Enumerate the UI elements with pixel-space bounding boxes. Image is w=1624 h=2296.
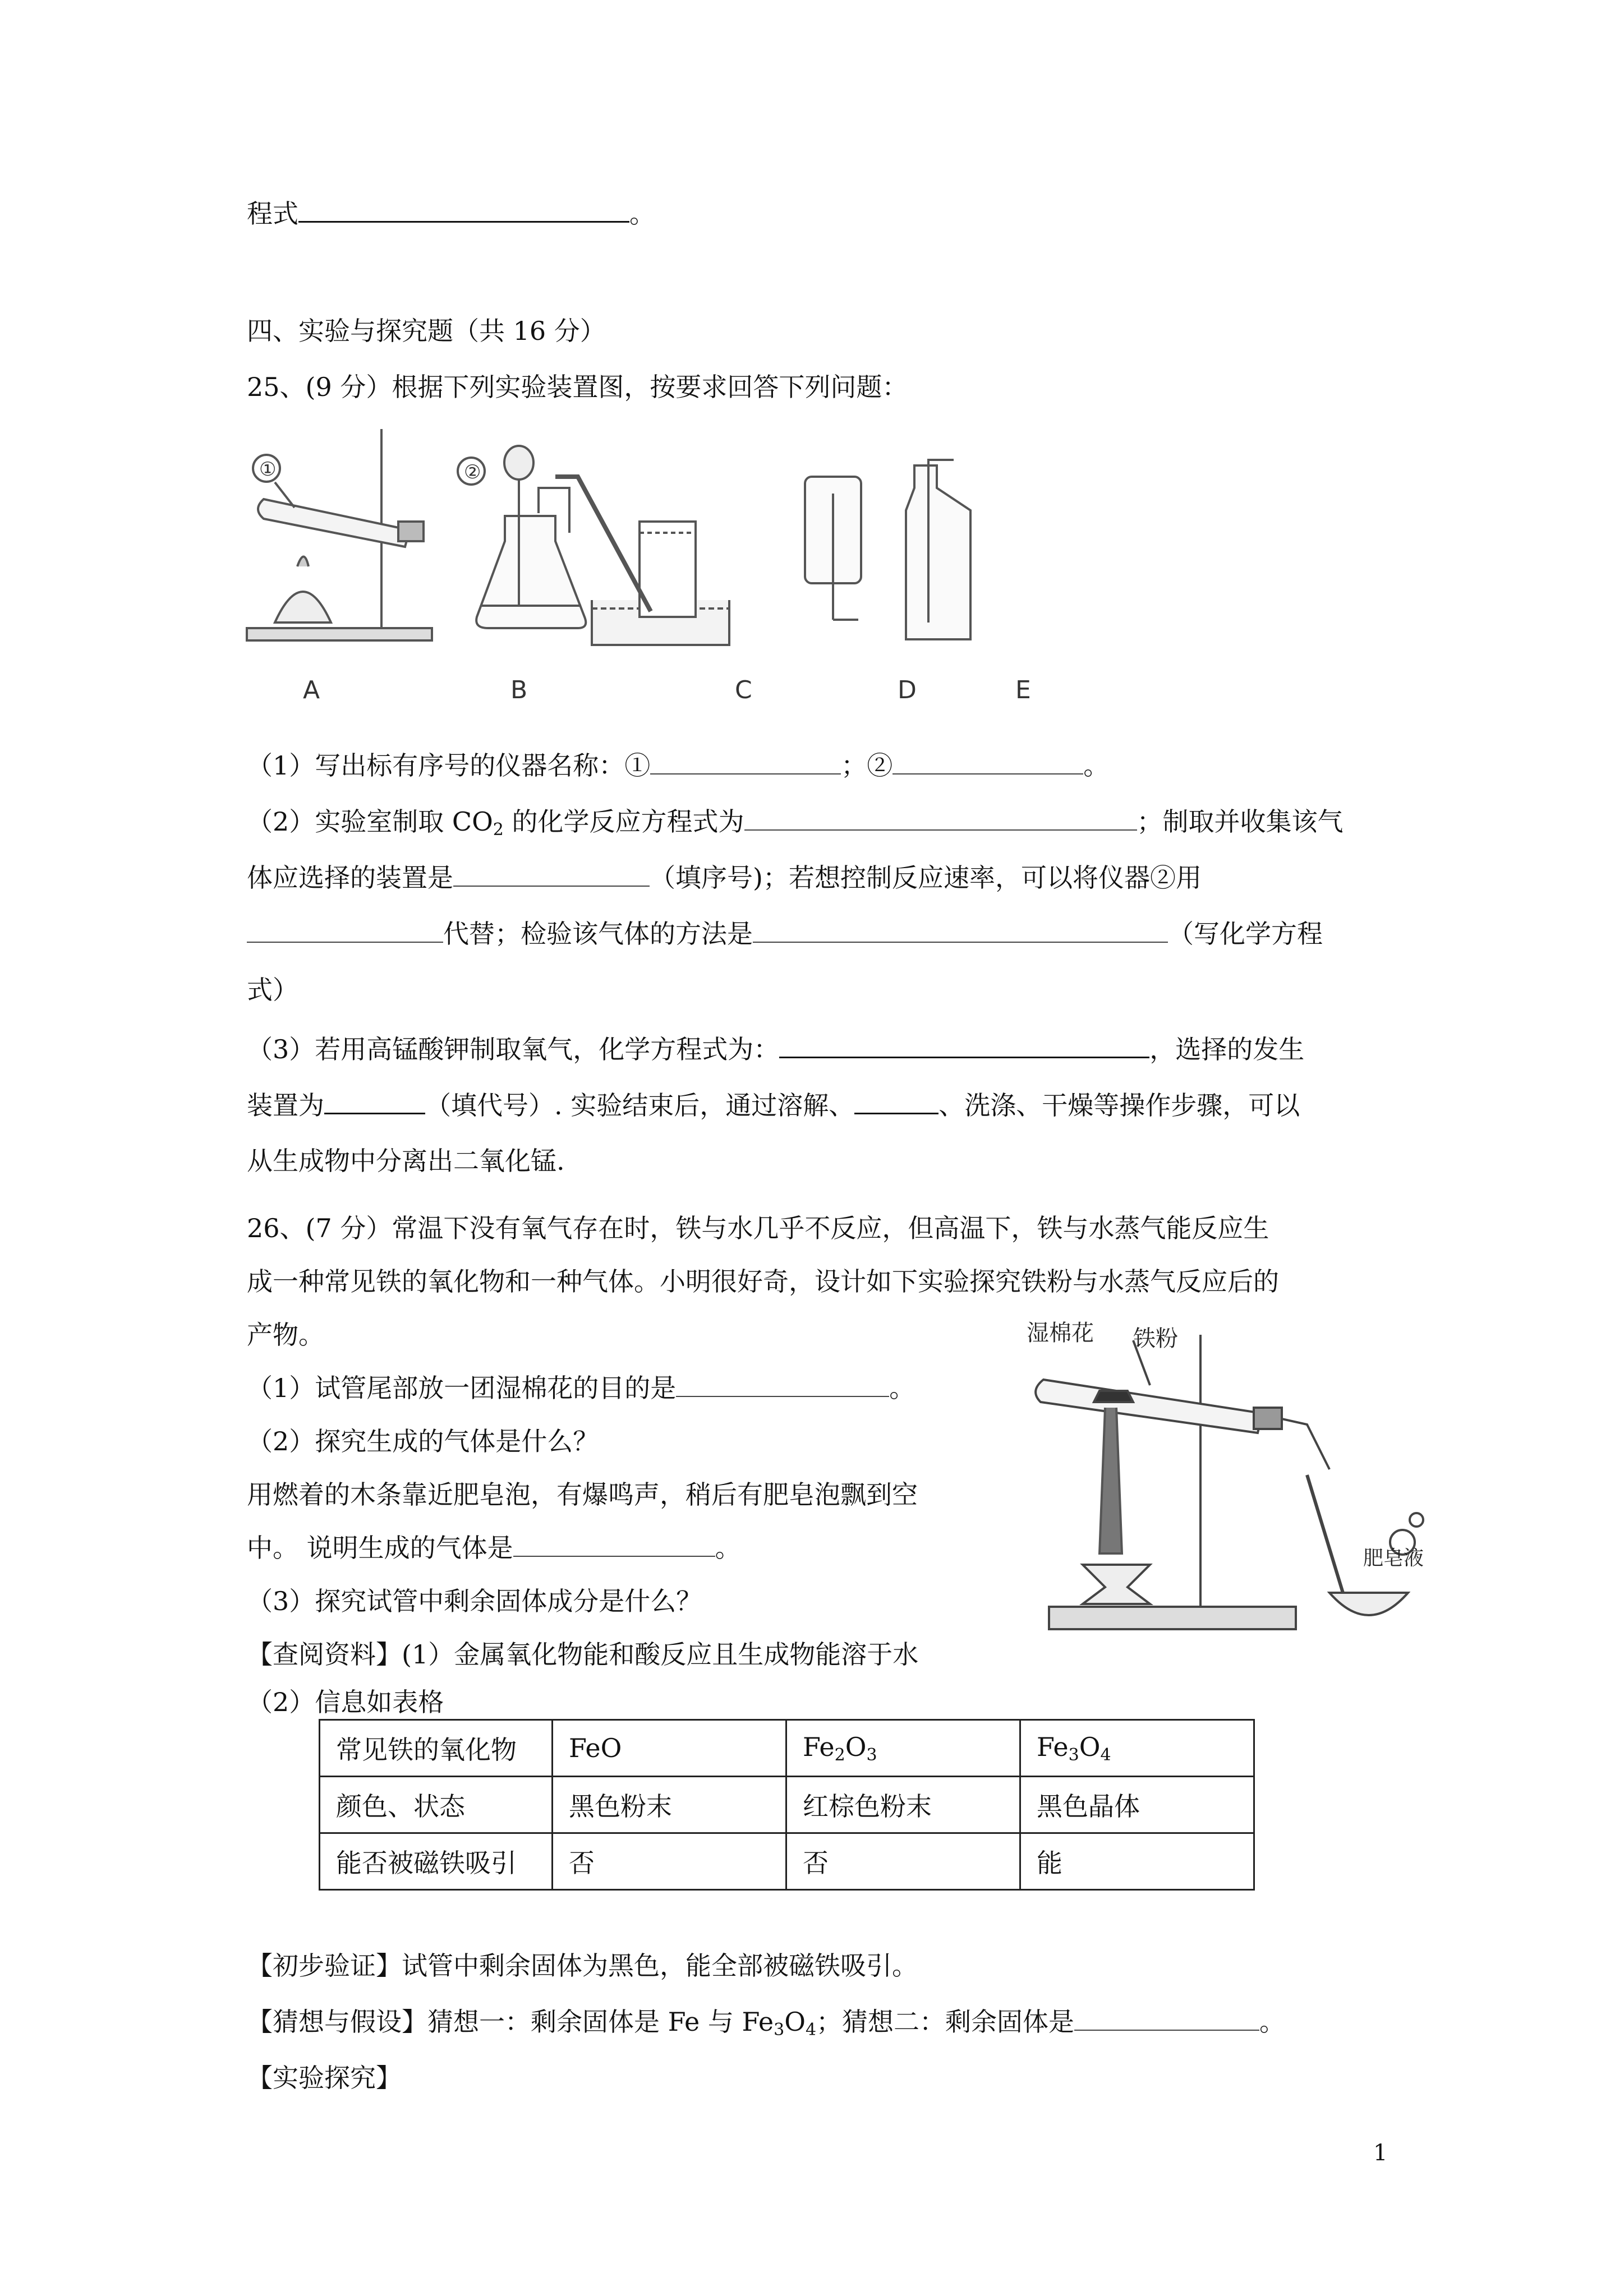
experiment-explore: 【实验探究】	[247, 2063, 402, 2093]
q26-part1: （1）试管尾部放一团湿棉花的目的是 。	[247, 1371, 915, 1405]
hypothesis: 【猜想与假设】猜想一：剩余固体是 Fe 与 $Fe_3O_4$；猜想二：剩余固体是 。	[247, 2005, 1285, 2047]
question-25: 25、(9 分）根据下列实验装置图，按要求回答下列问题：	[247, 372, 908, 402]
q25-part2-line3: 代替；检验该气体的方法是 （写化学方程	[247, 917, 1323, 951]
mark-1: ①	[259, 458, 277, 481]
answer-blank[interactable]	[854, 1088, 938, 1114]
table-cell: 颜色、状态	[320, 1777, 553, 1833]
answer-blank[interactable]	[650, 749, 841, 774]
answer-blank[interactable]	[513, 1531, 715, 1557]
table-cell: FeO	[553, 1720, 786, 1777]
table-cell: 否	[553, 1833, 786, 1890]
reference-1: 【查阅资料】(1）金属氧化物能和酸反应且生成物能溶于水	[247, 1639, 919, 1670]
answer-blank[interactable]	[744, 805, 1137, 831]
q26-line2: 成一种常见铁的氧化物和一种气体。小明很好奇，设计如下实验探究铁粉与水蒸气反应后的	[247, 1266, 1279, 1297]
q26-part2-line3: 中。 说明生成的气体是 。	[247, 1531, 741, 1565]
answer-blank[interactable]	[753, 917, 1168, 943]
q25-part3-line1: （3）若用高锰酸钾制取氧气，化学方程式为： ，选择的发生	[247, 1032, 1304, 1066]
iron-steam-figure	[1015, 1318, 1492, 1643]
stand-base	[1049, 1607, 1296, 1629]
apparatus-e-bottle	[906, 465, 970, 639]
label-soap-liquid: 肥皂液	[1363, 1547, 1424, 1570]
table-cell: $Fe_3O_4$	[1020, 1720, 1254, 1777]
answer-blank[interactable]	[1074, 2005, 1259, 2031]
test-tube	[1036, 1380, 1262, 1433]
label-b: B	[510, 676, 528, 704]
q25-part2-line1: （2）实验室制取 $CO_2$ 的化学反应方程式为 ；制取并收集该气	[247, 805, 1344, 847]
apparatus-a-tube	[258, 499, 410, 547]
q25-part3-line3: 从生成物中分离出二氧化锰.	[247, 1146, 565, 1176]
line-equation-end: 程式 。	[247, 196, 655, 230]
answer-blank[interactable]	[779, 1032, 1149, 1058]
q25-part3-line2: 装置为 （填代号）. 实验结束后，通过溶解、 、洗涤、干燥等操作步骤，可以	[247, 1088, 1300, 1122]
reference-2: （2）信息如表格	[247, 1687, 444, 1717]
page-number: 1	[1373, 2140, 1388, 2166]
answer-blank[interactable]	[298, 196, 629, 223]
answer-blank[interactable]	[453, 861, 650, 887]
answer-blank[interactable]	[247, 917, 443, 943]
apparatus-a-base	[247, 628, 432, 640]
separatory-funnel	[504, 446, 533, 480]
iron-powder	[1094, 1391, 1133, 1402]
label-wet-cotton: 湿棉花	[1027, 1320, 1094, 1346]
section-heading: 四、实验与探究题（共 16 分）	[247, 316, 606, 346]
q26-line3: 产物。	[247, 1320, 324, 1350]
label-a: A	[303, 676, 320, 704]
table-cell: 否	[786, 1833, 1020, 1890]
table-cell: 能否被磁铁吸引	[320, 1833, 553, 1890]
table-row	[320, 1720, 1254, 1777]
answer-blank[interactable]	[324, 1088, 425, 1114]
alcohol-lamp	[275, 592, 331, 623]
apparatus-figure	[241, 421, 1116, 723]
table-cell: 黑色粉末	[553, 1777, 786, 1833]
q26-part2-line2: 用燃着的木条靠近肥皂泡，有爆鸣声，稍后有肥皂泡飘到空	[247, 1479, 918, 1510]
answer-blank[interactable]	[676, 1371, 889, 1397]
table-cell: 常见铁的氧化物	[320, 1720, 553, 1777]
label-c: C	[735, 676, 752, 704]
table-cell: 能	[1020, 1833, 1254, 1890]
table-row	[320, 1777, 1254, 1833]
soap-dish	[1329, 1593, 1408, 1615]
q26-part2: （2）探究生成的气体是什么？	[247, 1426, 599, 1456]
q26-part3: （3）探究试管中剩余固体成分是什么？	[247, 1586, 702, 1616]
initial-verification: 【初步验证】试管中剩余固体为黑色，能全部被磁铁吸引。	[247, 1951, 918, 1981]
iron-oxide-table	[319, 1719, 1255, 1891]
table-cell: 红棕色粉末	[786, 1777, 1020, 1833]
q25-part2-line2: 体应选择的装置是 （填序号)；若想控制反应速率，可以将仪器②用	[247, 861, 1202, 895]
label-e: E	[1015, 676, 1031, 704]
label-d: D	[898, 676, 917, 704]
q25-part2-line4: 式）	[247, 975, 298, 1005]
answer-blank[interactable]	[892, 749, 1083, 774]
table-cell: 黑色晶体	[1020, 1777, 1254, 1833]
table-cell: $Fe_2O_3$	[786, 1720, 1020, 1777]
label-iron-powder: 铁粉	[1133, 1326, 1178, 1352]
q26-line1: 26、(7 分）常温下没有氧气存在时，铁与水几乎不反应，但高温下，铁与水蒸气能反应生	[247, 1213, 1269, 1243]
mark-2: ②	[464, 461, 481, 483]
q25-part1: （1）写出标有序号的仪器名称：① ；② 。	[247, 749, 1109, 782]
table-row	[320, 1833, 1254, 1890]
